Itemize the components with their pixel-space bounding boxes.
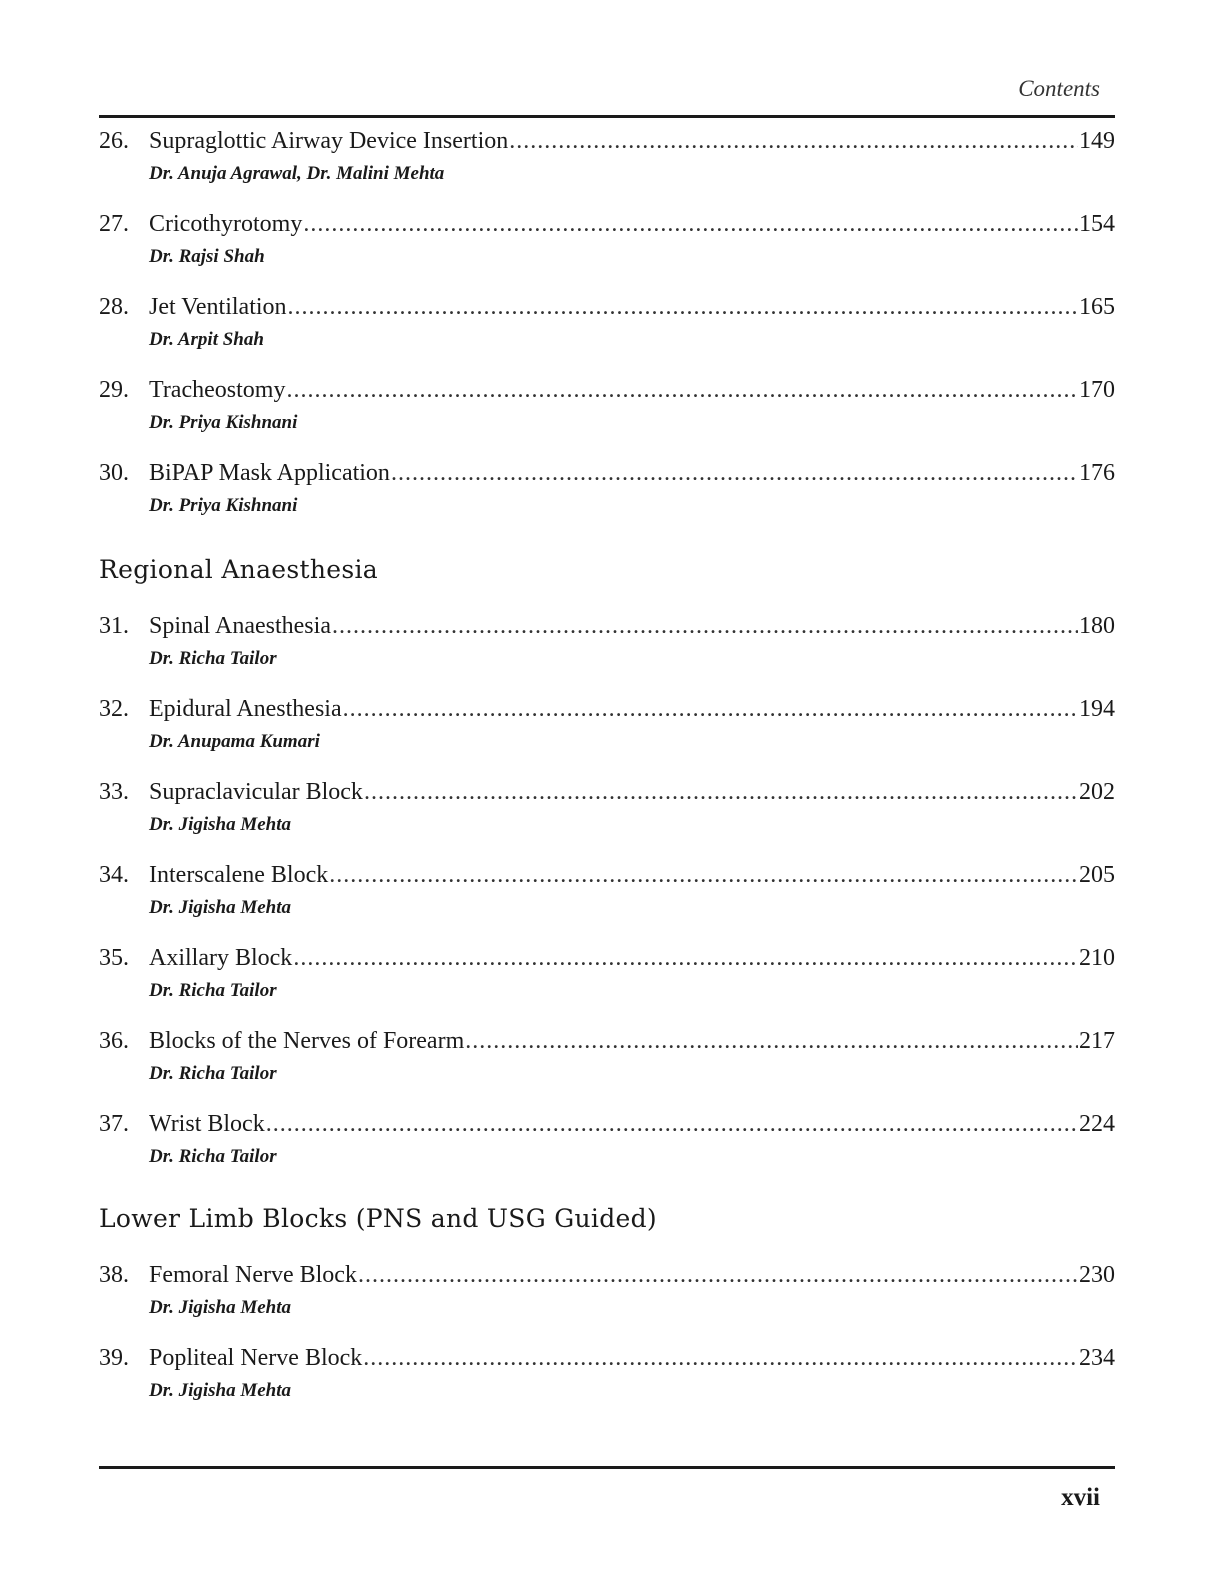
- toc-entry-34[interactable]: [99, 860, 1115, 920]
- entry-number: 27.: [99, 211, 129, 237]
- dot-leader: [286, 375, 1078, 405]
- entry-number: 30.: [99, 460, 129, 486]
- dot-leader: [363, 1343, 1078, 1373]
- entry-title: Femoral Nerve Block: [149, 1262, 357, 1288]
- entry-author: Dr. Richa Tailor: [149, 1146, 277, 1167]
- entry-number: 26.: [99, 128, 129, 154]
- toc-entry-33[interactable]: [99, 777, 1115, 837]
- entry-number: 32.: [99, 696, 129, 722]
- entry-number: 38.: [99, 1262, 129, 1288]
- entry-title: Supraglottic Airway Device Insertion: [149, 128, 509, 154]
- entry-page: 149: [1079, 128, 1115, 154]
- toc-entry-31[interactable]: [99, 611, 1115, 671]
- entry-page: 230: [1079, 1262, 1115, 1288]
- entry-title: Spinal Anaesthesia: [149, 613, 331, 639]
- toc-entry-27[interactable]: [99, 209, 1115, 269]
- entry-page: 202: [1079, 779, 1115, 805]
- entry-title: Interscalene Block: [149, 862, 329, 888]
- entry-number: 29.: [99, 377, 129, 403]
- toc-entry-36[interactable]: [99, 1026, 1115, 1086]
- dot-leader: [509, 126, 1078, 156]
- running-header: Contents: [1018, 76, 1100, 101]
- entry-page: 170: [1079, 377, 1115, 403]
- entry-number: 31.: [99, 613, 129, 639]
- entry-page: 165: [1079, 294, 1115, 320]
- header-rule: [99, 115, 1115, 118]
- entry-page: 217: [1079, 1028, 1115, 1054]
- toc-entry-39[interactable]: [99, 1343, 1115, 1403]
- entry-title: Blocks of the Nerves of Forearm: [149, 1028, 465, 1054]
- dot-leader: [465, 1026, 1078, 1056]
- entry-title: Cricothyrotomy: [149, 211, 303, 237]
- toc-entry-35[interactable]: [99, 943, 1115, 1003]
- entry-page: 224: [1079, 1111, 1115, 1137]
- entry-author: Dr. Jigisha Mehta: [149, 897, 292, 918]
- section-heading-lower-limb: Lower Limb Blocks (PNS and USG Guided): [99, 1204, 657, 1233]
- entry-author: Dr. Richa Tailor: [149, 1063, 277, 1084]
- entry-author: Dr. Rajsi Shah: [149, 246, 265, 267]
- toc-entry-32[interactable]: [99, 694, 1115, 754]
- entry-title: Wrist Block: [149, 1111, 265, 1137]
- entry-title: BiPAP Mask Application: [149, 460, 390, 486]
- entry-page: 194: [1079, 696, 1115, 722]
- entry-page: 180: [1079, 613, 1115, 639]
- dot-leader: [266, 1109, 1078, 1139]
- dot-leader: [358, 1260, 1078, 1290]
- entry-page: 210: [1079, 945, 1115, 971]
- entry-author: Dr. Anupama Kumari: [149, 731, 320, 752]
- dot-leader: [303, 209, 1078, 239]
- entry-page: 205: [1079, 862, 1115, 888]
- entry-title: Jet Ventilation: [149, 294, 287, 320]
- dot-leader: [343, 694, 1078, 724]
- entry-author: Dr. Arpit Shah: [149, 329, 264, 350]
- dot-leader: [288, 292, 1078, 322]
- entry-title: Tracheostomy: [149, 377, 286, 403]
- page-number: xvii: [1061, 1484, 1100, 1511]
- entry-author: Dr. Jigisha Mehta: [149, 1380, 292, 1401]
- entry-author: Dr. Anuja Agrawal, Dr. Malini Mehta: [149, 163, 445, 184]
- entry-title: Epidural Anesthesia: [149, 696, 342, 722]
- footer-rule: [99, 1466, 1115, 1469]
- entry-title: Axillary Block: [149, 945, 293, 971]
- entry-number: 28.: [99, 294, 129, 320]
- dot-leader: [364, 777, 1078, 807]
- toc-entry-29[interactable]: [99, 375, 1115, 435]
- entry-number: 39.: [99, 1345, 129, 1371]
- entry-page: 176: [1079, 460, 1115, 486]
- entry-page: 154: [1079, 211, 1115, 237]
- dot-leader: [293, 943, 1078, 973]
- entry-number: 37.: [99, 1111, 129, 1137]
- toc-entry-28[interactable]: [99, 292, 1115, 352]
- entry-author: Dr. Priya Kishnani: [149, 495, 298, 516]
- entry-author: Dr. Jigisha Mehta: [149, 814, 292, 835]
- dot-leader: [391, 458, 1078, 488]
- toc-entry-30[interactable]: [99, 458, 1115, 518]
- entry-number: 34.: [99, 862, 129, 888]
- toc-entry-37[interactable]: [99, 1109, 1115, 1169]
- entry-title: Supraclavicular Block: [149, 779, 363, 805]
- entry-page: 234: [1079, 1345, 1115, 1371]
- entry-author: Dr. Richa Tailor: [149, 980, 277, 1001]
- dot-leader: [329, 860, 1078, 890]
- toc-entry-26[interactable]: [99, 126, 1115, 186]
- dot-leader: [332, 611, 1078, 641]
- entry-author: Dr. Priya Kishnani: [149, 412, 298, 433]
- entry-author: Dr. Jigisha Mehta: [149, 1297, 292, 1318]
- entry-number: 36.: [99, 1028, 129, 1054]
- section-heading-regional: Regional Anaesthesia: [99, 555, 378, 584]
- entry-number: 33.: [99, 779, 129, 805]
- toc-entry-38[interactable]: [99, 1260, 1115, 1320]
- entry-number: 35.: [99, 945, 129, 971]
- entry-author: Dr. Richa Tailor: [149, 648, 277, 669]
- entry-title: Popliteal Nerve Block: [149, 1345, 363, 1371]
